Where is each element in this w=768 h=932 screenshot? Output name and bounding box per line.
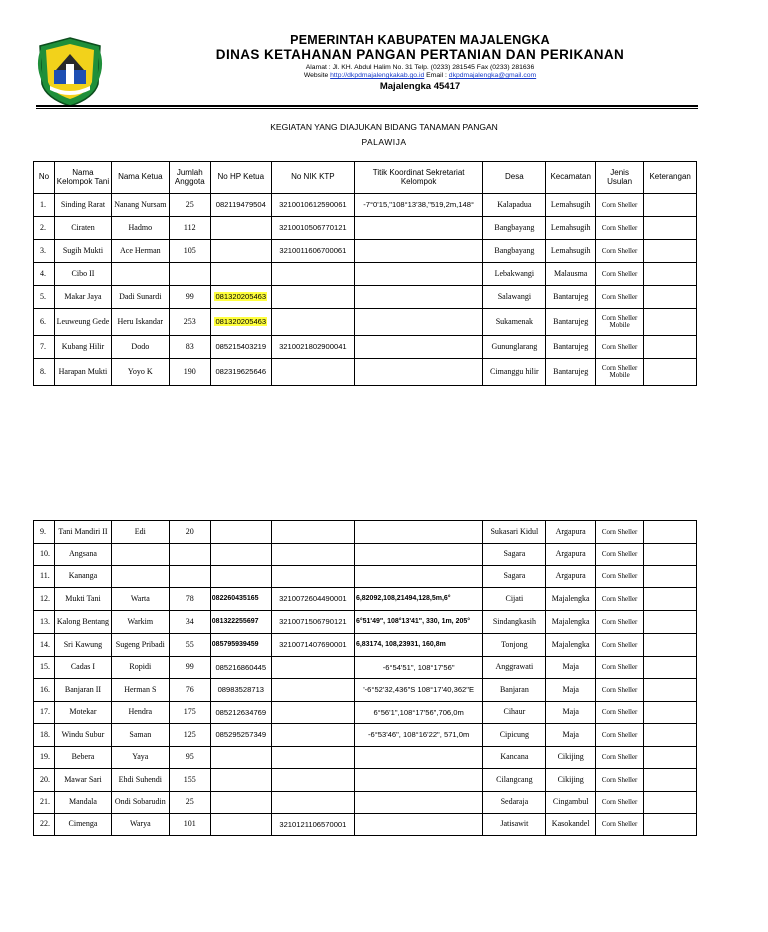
cell-no-hp <box>210 814 271 836</box>
cell-nama-ketua: Warkim <box>111 611 169 634</box>
cell-no-hp: 082319625646 <box>210 359 271 386</box>
cell-keterangan <box>644 359 697 386</box>
cell-kecamatan: Lemahsugih <box>546 240 595 263</box>
cell-titik-koordinat: 6°56'1",108°17'56",706,0m <box>354 702 482 724</box>
highlighted-phone: 081320205463 <box>215 317 267 327</box>
cell-kecamatan: Maja <box>546 702 595 724</box>
cell-desa: Cimanggu hilir <box>483 359 546 386</box>
cell-no: 6. <box>34 309 55 336</box>
cell-jumlah-anggota: 25 <box>169 194 210 217</box>
cell-jumlah-anggota: 99 <box>169 286 210 309</box>
proposal-table-page-1 <box>33 161 697 386</box>
cell-nama-kelompok: Tani Mandiri II <box>55 521 112 544</box>
cell-no: 11. <box>34 566 55 588</box>
cell-jenis-usulan: Corn Sheller <box>595 702 643 724</box>
header-nama-ketua: Nama Ketua <box>111 162 169 194</box>
cell-desa: Anggrawati <box>483 657 546 679</box>
cell-jenis-usulan: Corn Sheller <box>595 747 643 769</box>
cell-titik-koordinat <box>354 566 482 588</box>
cell-nama-ketua: Hadmo <box>111 217 169 240</box>
cell-no-hp <box>210 217 271 240</box>
cell-no: 12. <box>34 588 55 611</box>
cell-jenis-usulan: Corn Sheller <box>595 286 643 309</box>
cell-titik-koordinat <box>354 359 482 386</box>
cell-nama-ketua: Ropidi <box>111 657 169 679</box>
cell-nama-ketua: Heru Iskandar <box>111 309 169 336</box>
table-row <box>34 194 697 217</box>
proposal-table-page-2 <box>33 520 697 836</box>
cell-kecamatan: Bantarujeg <box>546 359 595 386</box>
cell-desa: Sindangkasih <box>483 611 546 634</box>
cell-no-hp <box>210 286 271 309</box>
table-row <box>34 359 697 386</box>
cell-jenis-usulan: Corn Sheller Mobile <box>595 309 643 336</box>
cell-kecamatan: Majalengka <box>546 611 595 634</box>
header-nama-kelompok: Nama Kelompok Tani <box>55 162 112 194</box>
cell-nama-kelompok: Cimenga <box>55 814 112 836</box>
cell-jenis-usulan: Corn Sheller <box>595 588 643 611</box>
cell-kecamatan: Bantarujeg <box>546 286 595 309</box>
cell-jenis-usulan: Corn Sheller <box>595 521 643 544</box>
cell-titik-koordinat: 6°51'49", 108°13'41", 330, 1m, 205° <box>354 611 482 634</box>
letterhead-divider-thick <box>36 105 698 107</box>
cell-nama-kelompok: Mawar Sari <box>55 769 112 792</box>
cell-jenis-usulan: Corn Sheller Mobile <box>595 359 643 386</box>
cell-no-hp <box>210 747 271 769</box>
cell-titik-koordinat <box>354 747 482 769</box>
cell-no-nik <box>271 359 354 386</box>
cell-desa: Cilangcang <box>483 769 546 792</box>
document-subtitle: PALAWIJA <box>361 137 407 147</box>
cell-keterangan <box>644 588 697 611</box>
cell-jumlah-anggota: 83 <box>169 336 210 359</box>
table-row <box>34 657 697 679</box>
cell-nama-ketua <box>111 544 169 566</box>
cell-keterangan <box>644 217 697 240</box>
cell-no-hp: 085212634769 <box>210 702 271 724</box>
cell-no-hp <box>210 792 271 814</box>
cell-no-hp: 082260435165 <box>210 588 271 611</box>
cell-kecamatan: Maja <box>546 724 595 747</box>
cell-nama-kelompok: Ciraten <box>55 217 112 240</box>
cell-titik-koordinat <box>354 240 482 263</box>
cell-nama-ketua: Nanang Nursam <box>111 194 169 217</box>
cell-no-hp <box>210 521 271 544</box>
cell-nama-kelompok: Makar Jaya <box>55 286 112 309</box>
cell-jenis-usulan: Corn Sheller <box>595 679 643 702</box>
header-titik-koordinat: Titik Koordinat Sekretariat Kelompok <box>354 162 482 194</box>
cell-no: 13. <box>34 611 55 634</box>
table-row <box>34 217 697 240</box>
cell-nama-kelompok: Kalong Bentang <box>55 611 112 634</box>
table-row <box>34 286 697 309</box>
majalengka-emblem-icon <box>36 36 104 108</box>
cell-jenis-usulan: Corn Sheller <box>595 814 643 836</box>
cell-keterangan <box>644 634 697 657</box>
cell-no-hp <box>210 309 271 336</box>
cell-no-hp <box>210 544 271 566</box>
cell-desa: Cihaur <box>483 702 546 724</box>
cell-no-nik <box>271 286 354 309</box>
cell-jumlah-anggota: 20 <box>169 521 210 544</box>
cell-desa: Kancana <box>483 747 546 769</box>
cell-keterangan <box>644 566 697 588</box>
cell-kecamatan: Bantarujeg <box>546 309 595 336</box>
cell-titik-koordinat <box>354 521 482 544</box>
cell-no-nik: 3210011606700061 <box>271 240 354 263</box>
cell-jenis-usulan: Corn Sheller <box>595 634 643 657</box>
cell-keterangan <box>644 657 697 679</box>
cell-no: 2. <box>34 217 55 240</box>
cell-no-hp: 085295257349 <box>210 724 271 747</box>
cell-no: 18. <box>34 724 55 747</box>
cell-no: 8. <box>34 359 55 386</box>
cell-no-nik: 3210072604490001 <box>271 588 354 611</box>
cell-no: 7. <box>34 336 55 359</box>
cell-no-hp: 085215403219 <box>210 336 271 359</box>
table-row <box>34 336 697 359</box>
cell-kecamatan: Cikijing <box>546 769 595 792</box>
letterhead-contact <box>180 72 660 79</box>
table-row <box>34 588 697 611</box>
cell-no-hp <box>210 769 271 792</box>
cell-nama-ketua: Hendra <box>111 702 169 724</box>
cell-no: 5. <box>34 286 55 309</box>
cell-jumlah-anggota: 175 <box>169 702 210 724</box>
cell-desa: Gununglarang <box>483 336 546 359</box>
cell-nama-ketua: Edi <box>111 521 169 544</box>
cell-desa: Lebakwangi <box>483 263 546 286</box>
email-label: Email : <box>426 72 447 79</box>
cell-kecamatan: Kasokandel <box>546 814 595 836</box>
cell-jenis-usulan: Corn Sheller <box>595 724 643 747</box>
cell-jumlah-anggota: 112 <box>169 217 210 240</box>
table-row <box>34 814 697 836</box>
cell-kecamatan: Bantarujeg <box>546 336 595 359</box>
cell-jumlah-anggota: 25 <box>169 792 210 814</box>
cell-kecamatan: Majalengka <box>546 588 595 611</box>
cell-kecamatan: Malausma <box>546 263 595 286</box>
cell-no-nik: 3210010612590061 <box>271 194 354 217</box>
cell-kecamatan: Majalengka <box>546 634 595 657</box>
cell-titik-koordinat <box>354 263 482 286</box>
cell-keterangan <box>644 814 697 836</box>
cell-no-hp <box>210 263 271 286</box>
cell-no-nik <box>271 724 354 747</box>
letterhead-government: PEMERINTAH KABUPATEN MAJALENGKA <box>290 33 550 47</box>
cell-jumlah-anggota <box>169 263 210 286</box>
cell-desa: Jatisawit <box>483 814 546 836</box>
cell-kecamatan: Maja <box>546 679 595 702</box>
cell-no: 9. <box>34 521 55 544</box>
website-link[interactable]: http://dkpdmajalengkakab.go.id <box>330 72 425 79</box>
cell-kecamatan: Lemahsugih <box>546 217 595 240</box>
cell-jenis-usulan: Corn Sheller <box>595 769 643 792</box>
cell-no: 19. <box>34 747 55 769</box>
cell-nama-ketua: Ace Herman <box>111 240 169 263</box>
table-row <box>34 634 697 657</box>
cell-no-hp: 085795939459 <box>210 634 271 657</box>
letterhead-divider-thin <box>36 108 698 109</box>
cell-no-nik <box>271 792 354 814</box>
table-row <box>34 702 697 724</box>
table-row <box>34 521 697 544</box>
cell-keterangan <box>644 702 697 724</box>
cell-nama-ketua: Ondi Sobarudin <box>111 792 169 814</box>
cell-jenis-usulan: Corn Sheller <box>595 611 643 634</box>
cell-desa: Sukasari Kidul <box>483 521 546 544</box>
cell-nama-kelompok: Sinding Rarat <box>55 194 112 217</box>
header-no-nik: No NIK KTP <box>271 162 354 194</box>
cell-jumlah-anggota: 95 <box>169 747 210 769</box>
cell-jumlah-anggota: 76 <box>169 679 210 702</box>
cell-nama-kelompok: Mandala <box>55 792 112 814</box>
cell-jumlah-anggota: 34 <box>169 611 210 634</box>
cell-no: 3. <box>34 240 55 263</box>
cell-desa: Tonjong <box>483 634 546 657</box>
cell-titik-koordinat: -6°53'46", 108°16'22", 571,0m <box>354 724 482 747</box>
cell-keterangan <box>644 724 697 747</box>
cell-jenis-usulan: Corn Sheller <box>595 263 643 286</box>
cell-no: 1. <box>34 194 55 217</box>
table-row <box>34 263 697 286</box>
cell-nama-kelompok: Motekar <box>55 702 112 724</box>
header-keterangan: Keterangan <box>644 162 697 194</box>
cell-nama-ketua: Dodo <box>111 336 169 359</box>
table-row <box>34 792 697 814</box>
table-row <box>34 679 697 702</box>
cell-no-nik: 3210071407690001 <box>271 634 354 657</box>
cell-titik-koordinat: -7°0'15,"108°13'38,"519,2m,148° <box>354 194 482 217</box>
cell-kecamatan: Cingambul <box>546 792 595 814</box>
header-jumlah-anggota: Jumlah Anggota <box>169 162 210 194</box>
cell-jenis-usulan: Corn Sheller <box>595 566 643 588</box>
cell-no-hp: 08983528713 <box>210 679 271 702</box>
cell-jumlah-anggota: 55 <box>169 634 210 657</box>
table-row <box>34 611 697 634</box>
cell-titik-koordinat <box>354 217 482 240</box>
cell-nama-kelompok: Sugih Mukti <box>55 240 112 263</box>
cell-nama-ketua: Warta <box>111 588 169 611</box>
table-row <box>34 747 697 769</box>
cell-no-nik <box>271 544 354 566</box>
cell-desa: Cipicung <box>483 724 546 747</box>
document-title: KEGIATAN YANG DIAJUKAN BIDANG TANAMAN PANGAN <box>270 122 498 132</box>
cell-desa: Sedaraja <box>483 792 546 814</box>
cell-titik-koordinat <box>354 792 482 814</box>
header-kecamatan: Kecamatan <box>546 162 595 194</box>
table-header-row <box>34 162 697 194</box>
letterhead <box>0 30 768 105</box>
cell-nama-kelompok: Kubang Hilir <box>55 336 112 359</box>
table-row <box>34 566 697 588</box>
cell-nama-kelompok: Windu Subur <box>55 724 112 747</box>
cell-no: 4. <box>34 263 55 286</box>
cell-jumlah-anggota: 99 <box>169 657 210 679</box>
cell-titik-koordinat: 6,83174, 108,23931, 160,8m <box>354 634 482 657</box>
cell-no: 14. <box>34 634 55 657</box>
cell-no-nik <box>271 566 354 588</box>
cell-no-hp: 082119479504 <box>210 194 271 217</box>
cell-no-nik <box>271 263 354 286</box>
cell-jumlah-anggota: 190 <box>169 359 210 386</box>
website-label: Website <box>303 72 329 79</box>
cell-nama-kelompok: Kananga <box>55 566 112 588</box>
cell-no-hp <box>210 240 271 263</box>
cell-nama-kelompok: Banjaran II <box>55 679 112 702</box>
letterhead-agency: DINAS KETAHANAN PANGAN PERTANIAN DAN PERIKANAN <box>215 47 625 62</box>
cell-nama-ketua: Ehdi Suhendi <box>111 769 169 792</box>
highlighted-phone: 081320205463 <box>215 292 267 302</box>
cell-jumlah-anggota: 155 <box>169 769 210 792</box>
table-row <box>34 309 697 336</box>
cell-jumlah-anggota: 253 <box>169 309 210 336</box>
cell-kecamatan: Argapura <box>546 566 595 588</box>
cell-kecamatan: Lemahsugih <box>546 194 595 217</box>
cell-nama-ketua: Yoyo K <box>111 359 169 386</box>
cell-titik-koordinat <box>354 309 482 336</box>
cell-titik-koordinat <box>354 814 482 836</box>
cell-no-nik <box>271 747 354 769</box>
cell-keterangan <box>644 286 697 309</box>
cell-keterangan <box>644 769 697 792</box>
cell-titik-koordinat: 6,82092,108,21494,128,5m,6° <box>354 588 482 611</box>
header-desa: Desa <box>483 162 546 194</box>
cell-nama-kelompok: Sri Kawung <box>55 634 112 657</box>
cell-keterangan <box>644 194 697 217</box>
cell-desa: Banjaran <box>483 679 546 702</box>
cell-no-nik: 3210071506790121 <box>271 611 354 634</box>
cell-keterangan <box>644 679 697 702</box>
cell-nama-ketua: Warya <box>111 814 169 836</box>
cell-desa: Sagara <box>483 566 546 588</box>
cell-jumlah-anggota: 105 <box>169 240 210 263</box>
cell-no-nik <box>271 702 354 724</box>
table-row <box>34 544 697 566</box>
cell-no: 22. <box>34 814 55 836</box>
cell-jenis-usulan: Corn Sheller <box>595 336 643 359</box>
cell-titik-koordinat <box>354 336 482 359</box>
cell-nama-kelompok: Cadas I <box>55 657 112 679</box>
cell-keterangan <box>644 309 697 336</box>
cell-no: 17. <box>34 702 55 724</box>
letterhead-address: Alamat : Jl. KH. Abdul Halim No. 31 Telp. (0233) 281545 Fax (0233) 281636 <box>305 64 535 71</box>
cell-nama-kelompok: Angsana <box>55 544 112 566</box>
table-row <box>34 724 697 747</box>
cell-nama-kelompok: Cibo II <box>55 263 112 286</box>
cell-no-nik <box>271 309 354 336</box>
cell-keterangan <box>644 521 697 544</box>
cell-nama-kelompok: Mukti Tani <box>55 588 112 611</box>
cell-desa: Kalapadua <box>483 194 546 217</box>
cell-no: 21. <box>34 792 55 814</box>
cell-no-nik: 3210021802900041 <box>271 336 354 359</box>
cell-jumlah-anggota <box>169 544 210 566</box>
cell-kecamatan: Argapura <box>546 544 595 566</box>
header-no-hp: No HP Ketua <box>210 162 271 194</box>
cell-titik-koordinat <box>354 286 482 309</box>
cell-no-nik <box>271 657 354 679</box>
cell-jumlah-anggota: 125 <box>169 724 210 747</box>
cell-keterangan <box>644 263 697 286</box>
cell-kecamatan: Argapura <box>546 521 595 544</box>
cell-jumlah-anggota <box>169 566 210 588</box>
cell-nama-ketua: Sugeng Pribadi <box>111 634 169 657</box>
cell-no-nik: 3210010506770121 <box>271 217 354 240</box>
cell-no-nik: 3210121106570001 <box>271 814 354 836</box>
cell-desa: Sukamenak <box>483 309 546 336</box>
cell-no-nik <box>271 521 354 544</box>
cell-titik-koordinat: '-6°52'32,436"S 108°17'40,362"E <box>354 679 482 702</box>
cell-kecamatan: Cikijing <box>546 747 595 769</box>
cell-desa: Sagara <box>483 544 546 566</box>
cell-jenis-usulan: Corn Sheller <box>595 792 643 814</box>
cell-titik-koordinat: -6°54'51", 108°17'56" <box>354 657 482 679</box>
cell-keterangan <box>644 611 697 634</box>
cell-keterangan <box>644 544 697 566</box>
header-no: No <box>34 162 55 194</box>
cell-kecamatan: Maja <box>546 657 595 679</box>
cell-no-nik <box>271 679 354 702</box>
cell-no-hp <box>210 566 271 588</box>
cell-jenis-usulan: Corn Sheller <box>595 194 643 217</box>
cell-nama-ketua <box>111 263 169 286</box>
cell-no: 20. <box>34 769 55 792</box>
cell-no-nik <box>271 769 354 792</box>
cell-nama-kelompok: Harapan Mukti <box>55 359 112 386</box>
cell-jumlah-anggota: 78 <box>169 588 210 611</box>
cell-nama-kelompok: Bebera <box>55 747 112 769</box>
cell-nama-ketua: Herman S <box>111 679 169 702</box>
cell-keterangan <box>644 747 697 769</box>
cell-no-hp: 085216860445 <box>210 657 271 679</box>
cell-no-hp: 081322255697 <box>210 611 271 634</box>
cell-desa: Cijati <box>483 588 546 611</box>
cell-desa: Bangbayang <box>483 217 546 240</box>
cell-keterangan <box>644 792 697 814</box>
letterhead-city: Majalengka 45417 <box>379 81 461 92</box>
cell-nama-ketua: Yaya <box>111 747 169 769</box>
cell-nama-ketua: Saman <box>111 724 169 747</box>
cell-keterangan <box>644 336 697 359</box>
cell-nama-kelompok: Leuweung Gede <box>55 309 112 336</box>
table-row <box>34 240 697 263</box>
cell-jenis-usulan: Corn Sheller <box>595 544 643 566</box>
cell-nama-ketua: Dadi Sunardi <box>111 286 169 309</box>
cell-desa: Salawangi <box>483 286 546 309</box>
cell-titik-koordinat <box>354 769 482 792</box>
cell-jenis-usulan: Corn Sheller <box>595 217 643 240</box>
table-row <box>34 769 697 792</box>
cell-titik-koordinat <box>354 544 482 566</box>
cell-keterangan <box>644 240 697 263</box>
email-link[interactable]: dkpdmajalengka@gmail.com <box>448 72 537 79</box>
cell-jenis-usulan: Corn Sheller <box>595 240 643 263</box>
cell-no: 15. <box>34 657 55 679</box>
cell-jumlah-anggota: 101 <box>169 814 210 836</box>
cell-no: 10. <box>34 544 55 566</box>
header-jenis-usulan: Jenis Usulan <box>595 162 643 194</box>
cell-desa: Bangbayang <box>483 240 546 263</box>
cell-jenis-usulan: Corn Sheller <box>595 657 643 679</box>
cell-no: 16. <box>34 679 55 702</box>
cell-nama-ketua <box>111 566 169 588</box>
